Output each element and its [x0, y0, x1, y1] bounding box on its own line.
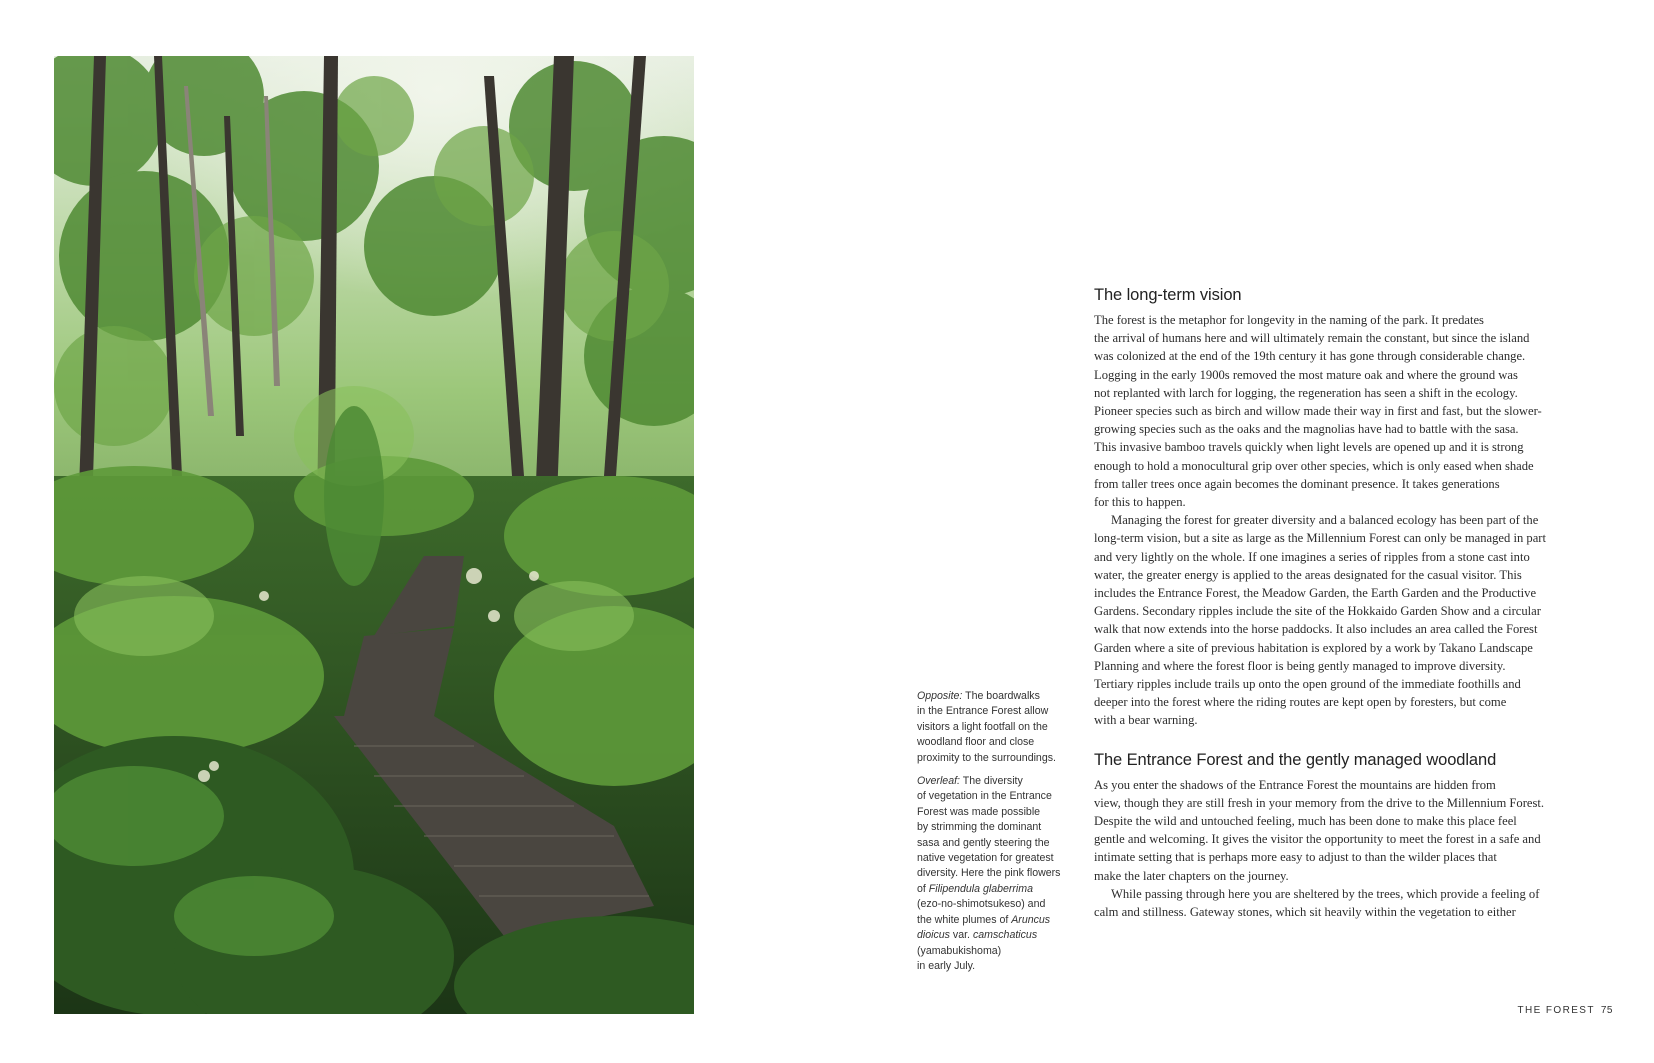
section-heading-entrance-forest: The Entrance Forest and the gently managed woodland	[1094, 750, 1497, 769]
photo-caption	[917, 689, 1077, 982]
caption-opposite-text: The boardwalks in the Entrance Forest allow visitors a light footfall on the woodland floor and close proximity to the surroundings.	[917, 690, 1056, 764]
caption-overleaf-text-3: var.	[949, 929, 973, 942]
caption-overleaf-text-2: (ezo-no-shimotsukeso) and the white plumes of	[917, 898, 1046, 926]
section2-paragraph-1: As you enter the shadows of the Entrance Forest the mountains are hidden from view, though they are still fresh in your memory from the drive to the Millennium Forest. Despite the wild and untouched feeling, much has been done to make this place feel gentle and welcoming. It gives the visitor the opportunity to meet the forest in a safe and intimate setting that is perhaps more easy to adjust to than the wilder places that make the later chapters on the journey.	[1094, 777, 1545, 883]
forest-boardwalk-photo	[54, 56, 694, 1014]
running-footer-section: THE FOREST	[1517, 1005, 1595, 1016]
caption-opposite	[917, 689, 1077, 766]
caption-species-3: camschaticus	[972, 929, 1038, 942]
caption-opposite-label: Opposite:	[917, 690, 963, 702]
article-body	[1094, 286, 1614, 921]
page-footer	[1518, 1005, 1613, 1016]
caption-overleaf-text-1: The diversity of vegetation in the Entrance Forest was made possible by strimming the dominant sasa and gently steering the native vegetation for greatest diversity. Here the pink flowers of	[917, 775, 1061, 895]
caption-species-1: Filipendula glaberrima	[928, 882, 1034, 895]
section2-paragraph-2: While passing through here you are sheltered by the trees, which provide a feeling of calm and stillness. Gateway stones, which sit heavily within the vegetation to either	[1094, 886, 1540, 920]
caption-overleaf	[917, 774, 1077, 974]
section-entrance-forest	[1094, 751, 1614, 922]
section-heading-long-term-vision: The long-term vision	[1094, 286, 1242, 304]
caption-overleaf-label: Overleaf:	[917, 775, 960, 788]
caption-species-2: Aruncus dioicus	[917, 913, 1051, 942]
section1-paragraph-1: The forest is the metaphor for longevity in the naming of the park. It predates the arrival of humans here and will ultimately remain the constant, but since the island was colonized at the end of the 19th century it has gone through considerable change. Logging in the early 1900s removed the most mature oak and where the ground was not replanted with larch for logging, the regeneration has seen a shift in the ecology. Pioneer species such as birch and willow made their way in first and fast, but the slower- growing species such as the oaks and the magnolias have had to battle with the sasa. This invasive bamboo travels quickly when light levels are opened up and it is strong enough to hold a monocultural grip over other species, which is only eased when shade from taller trees once again becomes the dominant presence. It takes generations for this to happen.	[1094, 313, 1542, 510]
page-number: 75	[1600, 1005, 1613, 1016]
caption-overleaf-text-4: (yamabukishoma) in early July.	[917, 944, 1002, 972]
section1-paragraph-2: Managing the forest for greater diversity and a balanced ecology has been part of the long-term vision, but a site as large as the Millennium Forest can only be managed in part and very lightly on the whole. If one imagines a series of ripples from a stone cast into water, the greater energy is applied to the areas designated for the casual visitor. This includes the Entrance Forest, the Meadow Garden, the Earth Garden and the Productive Gardens. Secondary ripples include the site of the Hokkaido Garden Show and a circular walk that now extends into the horse paddocks. It also includes an area called the Forest Garden where a site of previous habitation is explored by a work by Takano Landscape Planning and where the forest floor is being gently managed to improve diversity. Tertiary ripples include trails up onto the open ground of the immediate foothills and deeper into the forest where the riding routes are kept open by foresters, but come with a bear warning.	[1094, 513, 1546, 728]
forest-photo-illustration	[54, 56, 694, 1014]
